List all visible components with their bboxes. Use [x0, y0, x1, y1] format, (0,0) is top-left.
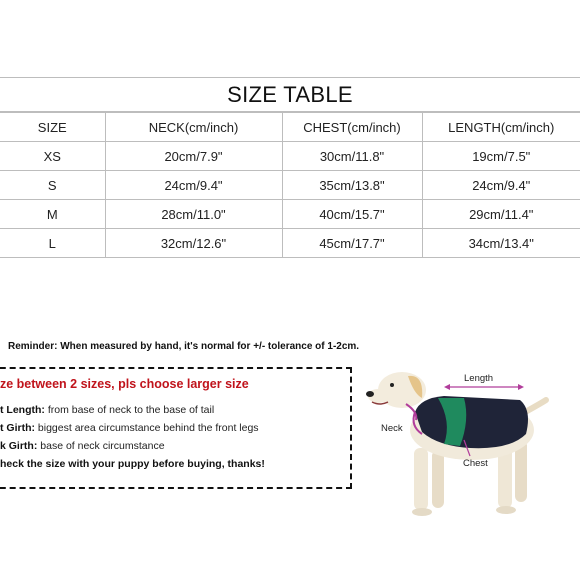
size-table-title: SIZE TABLE [0, 77, 580, 112]
length-cell: 29cm/11.4" [422, 200, 580, 229]
length-note-desc: from base of neck to the base of tail [44, 404, 215, 416]
chest-cell: 30cm/11.8" [282, 142, 422, 171]
sizing-notes-box [0, 367, 352, 489]
chest-cell: 40cm/15.7" [282, 200, 422, 229]
dog-paw [412, 508, 432, 516]
size-cell: XS [0, 142, 105, 171]
neck-cell: 28cm/11.0" [105, 200, 282, 229]
measurement-reminder: Reminder: When measured by hand, it's normal for +/- tolerance of 1-2cm. [8, 341, 360, 352]
dog-eye [390, 383, 394, 387]
dog-front-leg-back [432, 450, 444, 508]
chest-label: Chest [463, 458, 488, 469]
chest-note-desc: biggest area circumstance behind the front legs [35, 422, 259, 434]
header-neck: NECK(cm/inch) [105, 113, 282, 142]
chest-note-term: t Girth: [0, 422, 35, 434]
neck-cell: 24cm/9.4" [105, 171, 282, 200]
length-cell: 24cm/9.4" [422, 171, 580, 200]
table-row [0, 200, 580, 229]
table-row [0, 142, 580, 171]
dog-paw [496, 506, 516, 514]
size-cell: M [0, 200, 105, 229]
table-row [0, 229, 580, 258]
chest-cell: 35cm/13.8" [282, 171, 422, 200]
neck-cell: 20cm/7.9" [105, 142, 282, 171]
length-arrow-right-head [518, 384, 524, 390]
length-label: Length [464, 373, 494, 384]
size-cell: S [0, 171, 105, 200]
size-cell: L [0, 229, 105, 258]
larger-size-advice: ze between 2 sizes, pls choose larger size [0, 377, 249, 391]
neck-cell: 32cm/12.6" [105, 229, 282, 258]
length-cell: 19cm/7.5" [422, 142, 580, 171]
neck-note [0, 440, 165, 452]
neck-note-term: k Girth: [0, 440, 38, 452]
dog-nose [366, 391, 374, 397]
length-cell: 34cm/13.4" [422, 229, 580, 258]
length-arrow-left-head [444, 384, 450, 390]
length-note [0, 404, 214, 416]
neck-label: Neck [381, 423, 403, 434]
header-chest: CHEST(cm/inch) [282, 113, 422, 142]
header-size: SIZE [0, 113, 105, 142]
neck-note-desc: base of neck circumstance [37, 440, 165, 452]
chest-note [0, 422, 259, 434]
check-size-note: heck the size with your puppy before buying, thanks! [0, 458, 265, 470]
dog-illustration [360, 360, 575, 535]
size-table [0, 112, 580, 258]
dog-measurement-figure [360, 360, 575, 535]
size-table-section [0, 77, 580, 258]
dog-front-leg [414, 448, 428, 510]
header-length: LENGTH(cm/inch) [422, 113, 580, 142]
table-row [0, 171, 580, 200]
table-header-row [0, 113, 580, 142]
length-note-term: t Length: [0, 404, 45, 416]
chest-cell: 45cm/17.7" [282, 229, 422, 258]
